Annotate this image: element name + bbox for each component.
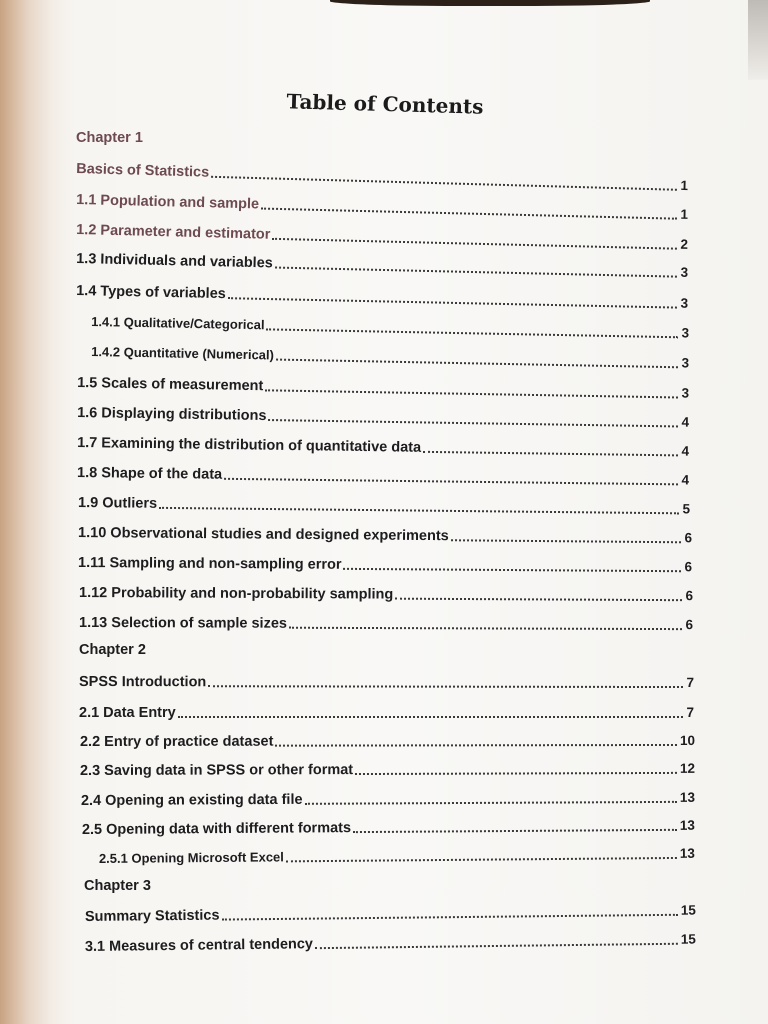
dot-leader [222,914,678,921]
toc-entry [80,758,695,780]
toc-entry-label: 1.9 Outliers [78,495,158,512]
toc-subentry [91,341,689,372]
dot-leader [265,389,678,398]
dot-leader [286,857,677,862]
toc-entry-page: 6 [685,617,694,633]
toc-entry-page: 12 [679,760,695,776]
toc-entry-label: 2.3 Saving data in SPSS or other format [79,762,354,779]
toc-entry-page: 2 [680,236,689,252]
dot-leader [159,507,679,514]
dot-leader [353,829,677,833]
dot-leader [305,801,677,805]
toc-entry-label: 1.10 Observational studies and designed experiments [78,525,449,545]
toc-entry-page: 4 [681,443,690,459]
toc-subentry [91,311,689,342]
toc-entry [76,189,688,224]
toc-entry-label: SPSS Introduction [79,674,207,691]
dot-leader [272,238,677,250]
toc-entry-page: 15 [680,931,696,947]
toc-entry-page: 1 [680,206,689,222]
toc-entry [76,158,688,195]
page-title: Table of Contents [286,89,484,119]
toc-entry-page: 13 [679,789,695,805]
toc-entry-label: 1.2 Parameter and estimator [76,222,271,243]
toc-entry [79,612,693,634]
toc-entry-page: 3 [681,355,690,371]
dot-leader [224,478,678,486]
toc-entry-page: 6 [685,588,694,604]
toc-entry-label: 3.1 Measures of central tendency [84,936,314,956]
toc-entry-page: 4 [681,472,690,488]
toc-entry-label: 1.3 Individuals and variables [76,251,273,272]
toc-entry-label: 1.5 Scales of measurement [77,375,264,395]
toc-entry [82,815,695,839]
toc-entry [77,432,689,461]
toc-entry [78,522,692,547]
toc-entry-page: 13 [679,845,695,861]
toc-entry-label: 1.4.1 Qualitative/Categorical [91,314,265,333]
dot-leader [276,359,679,369]
toc-entry [85,900,696,926]
chapter-heading: Chapter 2 [79,642,146,658]
toc-entry-label: 1.4 Types of variables [76,283,226,303]
toc-entry [85,929,696,956]
toc-entry-page: 7 [686,705,694,720]
toc-entry-page: 3 [681,385,690,401]
toc-entry-label: 2.2 Entry of practice dataset [79,733,274,750]
toc-entry-label: 1.12 Probability and non-probability sampling [79,585,394,603]
chapter-heading: Chapter 1 [76,130,143,146]
toc-entry [79,702,694,722]
chapter-heading: Chapter 3 [84,878,151,894]
toc-entry-page: 3 [680,264,689,280]
toc-entry-page: 7 [686,675,695,691]
dot-leader [451,539,682,543]
toc-entry-label: 1.8 Shape of the data [77,465,223,483]
dot-leader [395,598,682,602]
toc-entry [78,552,692,576]
toc-entry-page: 13 [679,817,695,833]
dot-leader [178,716,684,718]
toc-entry [81,787,695,810]
toc-entry-page: 10 [679,732,695,748]
dot-leader [344,568,682,572]
toc-entry-label: 1.1 Population and sample [76,192,260,213]
toc-entry [77,372,689,403]
toc-entry [76,219,688,254]
toc-entry-label: 2.5.1 Opening Microsoft Excel [98,849,284,867]
toc-entry-page: 6 [684,559,693,575]
toc-entry-label: Basics of Statistics [76,161,210,181]
dot-leader [268,419,678,427]
toc-entry [77,462,689,489]
toc-entry-page: 6 [684,530,693,546]
dot-leader [275,267,678,278]
toc-entry-page: 3 [681,325,690,341]
dot-leader [208,685,683,688]
toc-entry-label: 2.5 Opening data with different formats [81,820,352,838]
dot-leader [261,208,678,220]
toc-entry-page: 3 [680,295,689,311]
toc-entry-page: 5 [682,501,691,517]
toc-entry [78,492,690,518]
toc-entry-label: 1.11 Sampling and non-sampling error [78,555,342,573]
toc-entry-page: 1 [680,177,689,194]
dot-leader [228,297,678,308]
toc-subentry [99,843,695,868]
dot-leader [315,943,678,949]
dot-leader [289,627,683,630]
toc-entry-label: 1.4.2 Quantitative (Numerical) [91,344,275,363]
toc-entry [79,671,694,692]
toc-entry [76,248,688,282]
toc-entry [76,280,688,313]
dot-leader [266,328,678,338]
dot-leader [423,451,678,457]
dot-leader [275,744,677,747]
toc-entry-label: Summary Statistics [84,907,220,926]
toc-entry-page: 4 [681,414,690,430]
toc-entry-label: 1.13 Selection of sample sizes [79,615,287,632]
toc-entry [79,582,693,605]
dot-leader [211,176,677,191]
toc-entry-label: 1.6 Displaying distributions [77,405,267,424]
toc-entry-label: 2.4 Opening an existing data file [80,791,303,809]
toc-entry [77,402,689,432]
dot-leader [355,772,677,775]
toc-entry-label: 2.1 Data Entry [79,705,176,721]
toc-entry [80,730,695,751]
toc-entry-page: 15 [680,902,696,918]
toc-entry-label: 1.7 Examining the distribution of quantitative data [77,435,422,456]
